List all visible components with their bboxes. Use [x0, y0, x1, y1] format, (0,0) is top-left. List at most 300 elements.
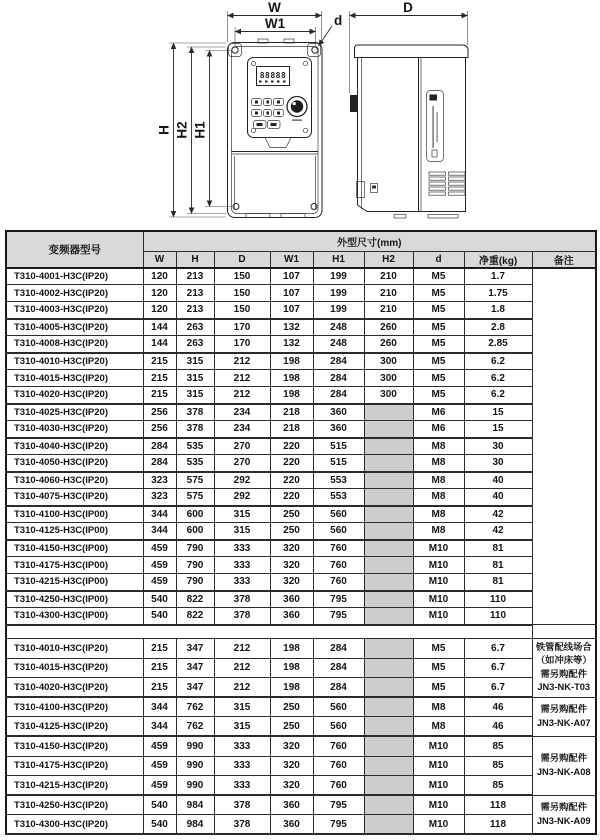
cell-screw: M10 [413, 591, 464, 608]
header-h1: H1 [313, 251, 364, 268]
foot [281, 214, 305, 218]
table-row [6, 302, 596, 319]
cell-h1: 760 [313, 756, 364, 776]
cell-w: 215 [143, 370, 176, 387]
side-view [350, 45, 468, 218]
cell-model: T310-4001-H3C(IP20) [6, 268, 143, 285]
cell-w: 459 [143, 756, 176, 776]
cell-w1: 107 [270, 285, 313, 302]
cell-w1: 320 [270, 540, 313, 557]
cell-model: T310-4003-H3C(IP20) [6, 302, 143, 319]
cell-w1: 250 [270, 717, 313, 737]
cell-w1: 218 [270, 421, 313, 438]
table-row [6, 697, 596, 717]
cell-depth: 292 [214, 472, 270, 489]
dim-label-h2: H2 [174, 121, 190, 139]
cell-h2 [364, 658, 413, 678]
cell-h2 [364, 455, 413, 472]
cell-w: 344 [143, 697, 176, 717]
cell-h2 [364, 523, 413, 540]
cell-model: T310-4175-H3C(IP20) [6, 756, 143, 776]
cell-w1: 132 [270, 336, 313, 353]
cell-h2: 260 [364, 336, 413, 353]
cell-h: 762 [176, 717, 214, 737]
cell-w1: 198 [270, 387, 313, 404]
cell-h1: 248 [313, 319, 364, 336]
table-row [6, 370, 596, 387]
cell-h: 762 [176, 697, 214, 717]
cell-w: 540 [143, 591, 176, 608]
cell-model: T310-4025-H3C(IP20) [6, 404, 143, 421]
cell-model: T310-4010-H3C(IP20) [6, 353, 143, 370]
cell-h: 790 [176, 540, 214, 557]
cell-h: 984 [176, 795, 214, 815]
cell-screw: M10 [413, 815, 464, 835]
remark-line: JN3-NK-A08 [536, 766, 591, 777]
keypad-panel [248, 58, 312, 138]
cell-depth: 315 [214, 717, 270, 737]
cell-weight: 15 [464, 421, 532, 438]
dim-label-w: W [268, 0, 281, 15]
separator-cell [6, 625, 532, 639]
cell-h1: 284 [313, 639, 364, 659]
cell-h1: 560 [313, 697, 364, 717]
cell-w1: 360 [270, 795, 313, 815]
cell-w1: 198 [270, 370, 313, 387]
cell-depth: 234 [214, 404, 270, 421]
cell-h2 [364, 489, 413, 506]
cell-screw: M10 [413, 756, 464, 776]
cell-weight: 110 [464, 591, 532, 608]
cell-screw: M8 [413, 489, 464, 506]
cell-model: T310-4215-H3C(IP20) [6, 776, 143, 796]
table-section-1 [6, 268, 596, 625]
cell-h2 [364, 639, 413, 659]
cell-h1: 515 [313, 438, 364, 455]
remark-line: JN3-NK-T03 [537, 682, 591, 693]
dimensions-table [5, 230, 597, 835]
cell-w: 120 [143, 302, 176, 319]
cell-w1: 220 [270, 438, 313, 455]
cell-w: 540 [143, 608, 176, 625]
header-weight: 净重(kg) [464, 251, 532, 268]
cell-w1: 198 [270, 678, 313, 698]
cell-model: T310-4015-H3C(IP20) [6, 658, 143, 678]
cell-screw: M5 [413, 353, 464, 370]
table-section-2 [6, 639, 596, 835]
cell-model: T310-4300-H3C(IP20) [6, 815, 143, 835]
cell-h: 213 [176, 285, 214, 302]
cell-model: T310-4020-H3C(IP20) [6, 678, 143, 698]
remark-line: JN3-NK-A07 [536, 717, 591, 728]
knob [287, 97, 307, 121]
cell-h1: 199 [313, 285, 364, 302]
cell-depth: 212 [214, 639, 270, 659]
cell-depth: 270 [214, 438, 270, 455]
cell-w: 459 [143, 557, 176, 574]
cell-w: 459 [143, 736, 176, 756]
cell-model: T310-4125-H3C(IP00) [6, 523, 143, 540]
cell-model: T310-4100-H3C(IP00) [6, 506, 143, 523]
cell-remark [532, 795, 596, 834]
cell-screw: M10 [413, 540, 464, 557]
header-d-depth: D [214, 251, 270, 268]
cell-depth: 333 [214, 540, 270, 557]
cell-w: 215 [143, 387, 176, 404]
table-row [6, 421, 596, 438]
cell-w: 256 [143, 421, 176, 438]
cell-remark [532, 697, 596, 736]
cell-w: 540 [143, 795, 176, 815]
cell-weight: 118 [464, 795, 532, 815]
table-row [6, 489, 596, 506]
cell-h1: 795 [313, 815, 364, 835]
cell-weight: 85 [464, 736, 532, 756]
cell-h: 213 [176, 268, 214, 285]
cell-depth: 212 [214, 678, 270, 698]
cell-h1: 760 [313, 557, 364, 574]
dimension-diagram [0, 0, 600, 229]
cell-h2 [364, 736, 413, 756]
cell-w: 144 [143, 336, 176, 353]
cell-h2 [364, 697, 413, 717]
table-row [6, 438, 596, 455]
cell-h: 990 [176, 776, 214, 796]
table-row [6, 591, 596, 608]
cell-model: T310-4010-H3C(IP20) [6, 639, 143, 659]
cell-depth: 150 [214, 285, 270, 302]
cell-h: 984 [176, 815, 214, 835]
cell-h2 [364, 540, 413, 557]
table-row [6, 815, 596, 835]
cell-w1: 220 [270, 489, 313, 506]
cell-h2 [364, 421, 413, 438]
cell-weight: 30 [464, 438, 532, 455]
cell-weight: 110 [464, 608, 532, 625]
side-latch [350, 95, 358, 112]
table-row [6, 472, 596, 489]
cell-depth: 378 [214, 591, 270, 608]
table-row [6, 756, 596, 776]
table-row [6, 658, 596, 678]
cell-weight: 46 [464, 717, 532, 737]
cell-h1: 553 [313, 489, 364, 506]
cell-w: 120 [143, 268, 176, 285]
table-row [6, 336, 596, 353]
cell-screw: M5 [413, 370, 464, 387]
cell-weight: 6.7 [464, 639, 532, 659]
cell-w1: 132 [270, 319, 313, 336]
cell-model: T310-4215-H3C(IP00) [6, 574, 143, 591]
cover-notch [265, 138, 291, 148]
cell-screw: M10 [413, 736, 464, 756]
table-row [6, 268, 596, 285]
cell-h1: 199 [313, 302, 364, 319]
cell-h2 [364, 815, 413, 835]
cell-w1: 198 [270, 353, 313, 370]
cell-screw: M10 [413, 608, 464, 625]
cell-weight: 2.8 [464, 319, 532, 336]
cell-model: T310-4250-H3C(IP20) [6, 795, 143, 815]
section-separator [6, 625, 596, 639]
cell-screw: M5 [413, 319, 464, 336]
cell-h: 822 [176, 591, 214, 608]
cell-screw: M10 [413, 574, 464, 591]
header-screw: d [413, 251, 464, 268]
cell-h2: 300 [364, 353, 413, 370]
cell-weight: 1.8 [464, 302, 532, 319]
remark-line: 需另购配件 [540, 668, 587, 679]
cell-depth: 378 [214, 795, 270, 815]
cell-h1: 560 [313, 506, 364, 523]
cell-w1: 220 [270, 472, 313, 489]
cell-h2 [364, 574, 413, 591]
cell-depth: 170 [214, 336, 270, 353]
cell-model: T310-4040-H3C(IP20) [6, 438, 143, 455]
header-w: W [143, 251, 176, 268]
remark-line: 需另购配件 [540, 802, 587, 813]
cell-model: T310-4175-H3C(IP00) [6, 557, 143, 574]
cell-depth: 333 [214, 776, 270, 796]
cell-w: 459 [143, 574, 176, 591]
cell-h: 263 [176, 336, 214, 353]
cell-weight: 6.7 [464, 658, 532, 678]
cell-h2: 260 [364, 319, 413, 336]
cell-h2 [364, 557, 413, 574]
table-row [6, 776, 596, 796]
table-row [6, 540, 596, 557]
table-row [6, 639, 596, 659]
cell-w: 215 [143, 658, 176, 678]
cell-h: 263 [176, 319, 214, 336]
cell-h2: 300 [364, 370, 413, 387]
display-indicators [259, 81, 286, 83]
dim-label-depth: D [403, 0, 413, 15]
cell-w1: 107 [270, 302, 313, 319]
cell-h1: 795 [313, 591, 364, 608]
cell-weight: 85 [464, 776, 532, 796]
header-model: 变频器型号 [6, 231, 143, 268]
cell-h: 822 [176, 608, 214, 625]
cell-model: T310-4002-H3C(IP20) [6, 285, 143, 302]
cell-screw: M5 [413, 387, 464, 404]
table-header [6, 231, 596, 268]
cell-w1: 250 [270, 523, 313, 540]
cell-h1: 760 [313, 574, 364, 591]
cell-w1: 320 [270, 574, 313, 591]
cell-model: T310-4060-H3C(IP20) [6, 472, 143, 489]
header-w1: W1 [270, 251, 313, 268]
cell-depth: 150 [214, 302, 270, 319]
cell-w1: 360 [270, 608, 313, 625]
cell-weight: 15 [464, 404, 532, 421]
cell-weight: 81 [464, 557, 532, 574]
cell-model: T310-4075-H3C(IP20) [6, 489, 143, 506]
table-row [6, 736, 596, 756]
cell-depth: 333 [214, 736, 270, 756]
table-row [6, 387, 596, 404]
cell-w: 284 [143, 455, 176, 472]
cell-w1: 360 [270, 815, 313, 835]
mounting-holes [229, 44, 321, 210]
cell-weight: 81 [464, 574, 532, 591]
cell-model: T310-4125-H3C(IP20) [6, 717, 143, 737]
cell-h2: 300 [364, 387, 413, 404]
keypad-buttons [252, 99, 284, 129]
cell-depth: 212 [214, 387, 270, 404]
cell-w1: 107 [270, 268, 313, 285]
cell-screw: M10 [413, 795, 464, 815]
separator-remark-cell [532, 625, 596, 639]
cell-h1: 360 [313, 404, 364, 421]
cell-h: 790 [176, 557, 214, 574]
cell-screw: M8 [413, 472, 464, 489]
cell-h: 315 [176, 387, 214, 404]
cell-h2: 210 [364, 302, 413, 319]
cell-screw: M8 [413, 717, 464, 737]
cell-h1: 760 [313, 540, 364, 557]
cell-weight: 1.7 [464, 268, 532, 285]
cell-weight: 2.85 [464, 336, 532, 353]
cell-w: 323 [143, 472, 176, 489]
table-row [6, 608, 596, 625]
cell-screw: M6 [413, 404, 464, 421]
table-row [6, 404, 596, 421]
cell-w: 256 [143, 404, 176, 421]
cell-h: 575 [176, 489, 214, 506]
cell-h: 315 [176, 370, 214, 387]
cell-depth: 270 [214, 455, 270, 472]
cell-depth: 315 [214, 697, 270, 717]
cell-weight: 118 [464, 815, 532, 835]
cell-weight: 42 [464, 506, 532, 523]
remark-line: 铁管配线场合 [535, 641, 592, 652]
cell-screw: M5 [413, 678, 464, 698]
cell-depth: 378 [214, 608, 270, 625]
foot [428, 215, 458, 219]
cell-h1: 760 [313, 736, 364, 756]
cell-h1: 515 [313, 455, 364, 472]
cell-depth: 292 [214, 489, 270, 506]
cell-model: T310-4250-H3C(IP00) [6, 591, 143, 608]
cell-depth: 150 [214, 268, 270, 285]
cell-remark [532, 268, 596, 625]
cell-screw: M5 [413, 302, 464, 319]
cell-screw: M5 [413, 336, 464, 353]
cell-h1: 284 [313, 387, 364, 404]
cell-screw: M8 [413, 455, 464, 472]
cell-h: 347 [176, 639, 214, 659]
cell-h2: 210 [364, 285, 413, 302]
cell-model: T310-4150-H3C(IP00) [6, 540, 143, 557]
cell-w: 540 [143, 815, 176, 835]
cell-weight: 6.2 [464, 370, 532, 387]
cell-weight: 6.7 [464, 678, 532, 698]
cell-w: 215 [143, 353, 176, 370]
cell-weight: 85 [464, 756, 532, 776]
cell-weight: 40 [464, 472, 532, 489]
remark-line: 需另购配件 [540, 704, 587, 715]
cell-h1: 560 [313, 717, 364, 737]
cell-model: T310-4020-H3C(IP20) [6, 387, 143, 404]
cell-w1: 320 [270, 557, 313, 574]
cell-h: 600 [176, 506, 214, 523]
cell-h: 378 [176, 404, 214, 421]
cell-model: T310-4150-H3C(IP20) [6, 736, 143, 756]
cell-h: 347 [176, 678, 214, 698]
cell-h2 [364, 438, 413, 455]
cell-depth: 378 [214, 815, 270, 835]
cell-h1: 795 [313, 608, 364, 625]
cell-w1: 320 [270, 756, 313, 776]
table-row [6, 678, 596, 698]
cell-w1: 320 [270, 736, 313, 756]
remark-line: JN3-NK-A09 [536, 815, 591, 826]
cell-depth: 212 [214, 658, 270, 678]
cell-w: 344 [143, 717, 176, 737]
cell-h1: 553 [313, 472, 364, 489]
cell-w1: 220 [270, 455, 313, 472]
cell-w: 144 [143, 319, 176, 336]
cell-screw: M6 [413, 421, 464, 438]
cell-w1: 198 [270, 639, 313, 659]
cell-h: 790 [176, 574, 214, 591]
cell-w1: 320 [270, 776, 313, 796]
cell-h2: 210 [364, 268, 413, 285]
cell-h: 535 [176, 438, 214, 455]
cell-remark [532, 736, 596, 795]
cell-model: T310-4100-H3C(IP20) [6, 697, 143, 717]
cell-screw: M5 [413, 268, 464, 285]
cell-w1: 250 [270, 697, 313, 717]
table-row [6, 319, 596, 336]
cell-weight: 81 [464, 540, 532, 557]
cell-h: 535 [176, 455, 214, 472]
header-dims-group: 外型尺寸(mm) [143, 231, 596, 251]
table-row [6, 717, 596, 737]
remark-line: （如冲床等） [535, 655, 592, 666]
cell-depth: 315 [214, 523, 270, 540]
cell-depth: 170 [214, 319, 270, 336]
cell-weight: 1.75 [464, 285, 532, 302]
table-wrap [5, 230, 597, 835]
cell-depth: 234 [214, 421, 270, 438]
cell-screw: M8 [413, 506, 464, 523]
table-row [6, 455, 596, 472]
cell-h2 [364, 776, 413, 796]
cell-w: 344 [143, 506, 176, 523]
name-plate [427, 91, 444, 162]
cell-w1: 198 [270, 658, 313, 678]
table-row [6, 523, 596, 540]
cell-screw: M5 [413, 658, 464, 678]
table-row [6, 557, 596, 574]
cell-h1: 284 [313, 678, 364, 698]
dim-label-w1: W1 [264, 16, 286, 31]
cell-h1: 760 [313, 776, 364, 796]
cell-weight: 42 [464, 523, 532, 540]
cell-screw: M5 [413, 285, 464, 302]
cell-h2 [364, 404, 413, 421]
header-remark: 备注 [532, 251, 596, 268]
cell-h: 347 [176, 658, 214, 678]
display-digits: 88888 [259, 71, 287, 80]
cell-weight: 40 [464, 489, 532, 506]
dim-label-h: H [156, 125, 172, 135]
cell-h2 [364, 678, 413, 698]
cell-depth: 212 [214, 370, 270, 387]
cell-depth: 333 [214, 756, 270, 776]
